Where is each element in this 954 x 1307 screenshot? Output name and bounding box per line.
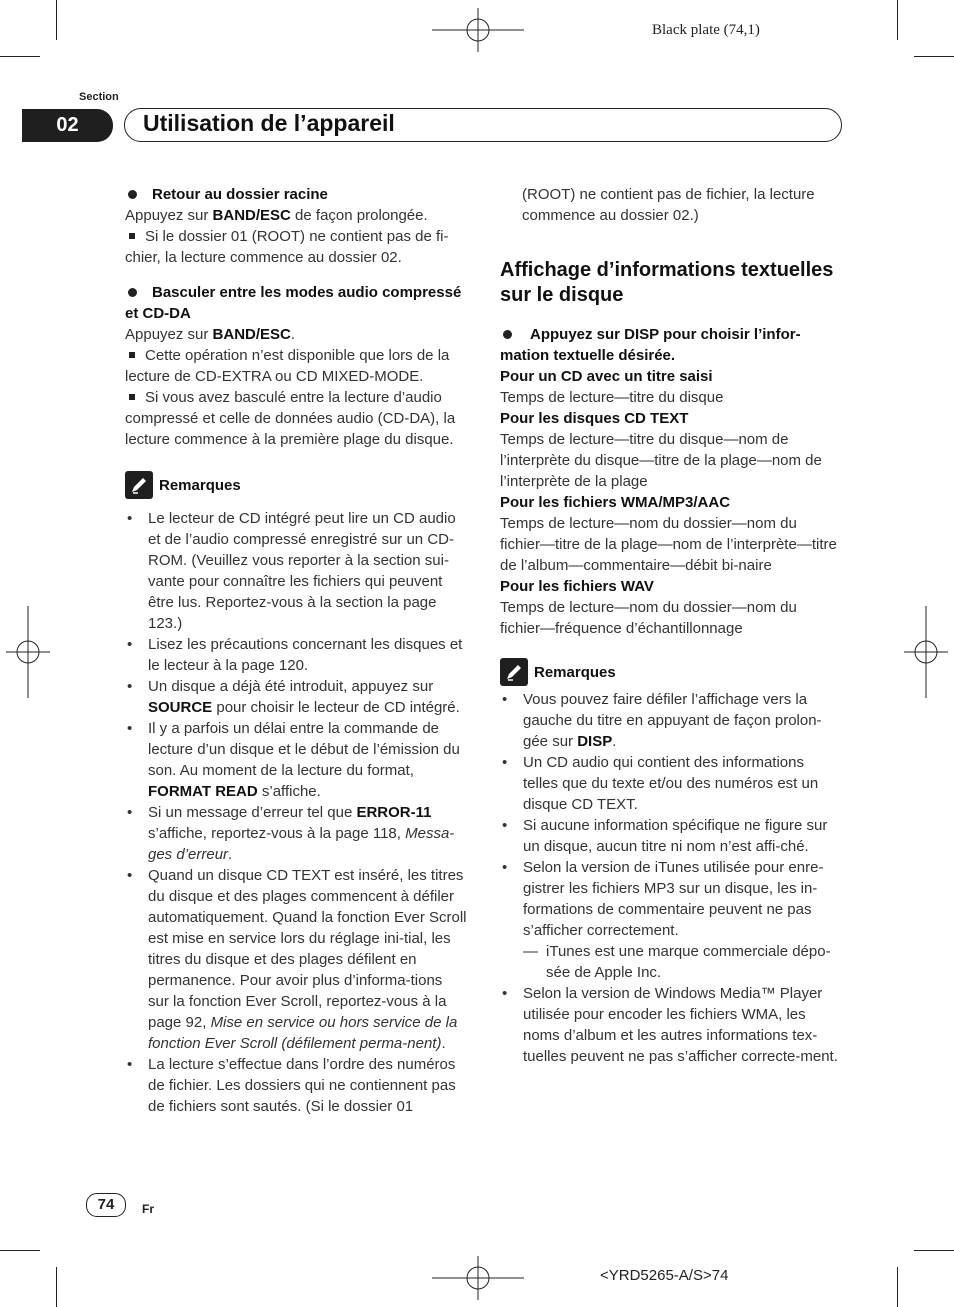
pencil-note-icon <box>500 658 528 686</box>
registration-mark-icon <box>432 8 524 52</box>
list-item: • Vous pouvez faire défiler l’affichage vers la gauche du titre en appuyant de façon prolon-gée sur DISP. <box>500 689 840 752</box>
continuation-text: (ROOT) ne contient pas de fichier, la lecture commence au dossier 02.) <box>522 186 815 224</box>
registration-mark-icon <box>6 606 50 698</box>
display-mode-label: Pour les disques CD TEXT <box>500 410 689 427</box>
registration-mark-icon <box>432 1256 524 1300</box>
list-item: • Quand un disque CD TEXT est inséré, les titres du disque et des plages commencent à défiler automatiquement. Quand la fonction Ever Scroll est mise en service lors du réglage ini-tial, les titres du disque et des plages défilent en permanence. Pour avoir plus d’informa-tions sur la fonction Ever Scroll, reportez-vous à la page 92, Mise en service ou hors service de la fonction Ever Scroll (défilement perma-nent). <box>125 865 467 1054</box>
item-heading: Basculer entre les modes audio compressé et CD-DA <box>125 284 462 322</box>
instruction: Appuyez sur BAND/ESC de façon prolongée. <box>125 207 428 224</box>
crop-mark <box>56 0 57 40</box>
square-bullet-icon <box>129 352 135 358</box>
list-item: • Lisez les précautions concernant les disques et le lecteur à la page 120. <box>125 634 467 676</box>
section-number: 02 <box>22 109 113 142</box>
list-item: • Si un message d’erreur tel que ERROR-11 s’affiche, reportez-vous à la page 118, Messa-ges d’erreur. <box>125 802 467 865</box>
remarks-list <box>125 508 467 1117</box>
display-mode-text: Temps de lecture—titre du disque <box>500 389 724 406</box>
section-title: Utilisation de l’appareil <box>143 110 395 136</box>
note: Si le dossier 01 (ROOT) ne contient pas de fi-chier, la lecture commence au dossier 02. <box>125 228 449 266</box>
bullet-dot-icon <box>503 330 512 339</box>
display-mode-text: Temps de lecture—nom du dossier—nom du fichier—fréquence d’échantillonnage <box>500 599 797 637</box>
item-heading: Retour au dossier racine <box>125 184 467 205</box>
list-item: • Selon la version de Windows Media™ Player utilisée pour encoder les fichiers WMA, les noms d’album et les autres informations tex-tuelles peuvent ne pas s’afficher correcte-ment. <box>500 983 840 1067</box>
right-column <box>500 184 840 1067</box>
list-item: • Un disque a déjà été introduit, appuyez sur SOURCE pour choisir le lecteur de CD intégré. <box>125 676 467 718</box>
subsection-heading: Affichage d’informations textuelles sur le disque <box>500 259 834 306</box>
display-mode-label: Pour un CD avec un titre saisi <box>500 368 713 385</box>
list-item: • Si aucune information spécifique ne figure sur un disque, aucun titre ni nom n’est affi-ché. <box>500 815 840 857</box>
language-code: Fr <box>142 1202 154 1216</box>
list-item: • La lecture s’effectue dans l’ordre des numéros de fichier. Les dossiers qui ne contiennent pas de fichiers sont sautés. (Si le dossier 01 <box>125 1054 467 1117</box>
list-item: • Selon la version de iTunes utilisée pour enre-gistrer les fichiers MP3 sur un disque, les in-formations de commentaire peuvent ne pas s’afficher correctement. — iTunes est une marque commerciale dépo-sée de Apple Inc. <box>500 857 840 983</box>
note: Cette opération n’est disponible que lors de la lecture de CD-EXTRA ou CD MIXED-MODE. <box>125 347 450 385</box>
crop-mark <box>56 1267 57 1307</box>
sub-note: — iTunes est une marque commerciale dépo-sée de Apple Inc. <box>523 943 831 981</box>
crop-mark <box>897 0 898 40</box>
document-code: <YRD5265-A/S>74 <box>600 1267 729 1284</box>
left-column <box>125 184 467 1117</box>
page-number: 74 <box>86 1193 126 1217</box>
pencil-note-icon <box>125 471 153 499</box>
crop-mark <box>914 1250 954 1251</box>
instruction: Appuyez sur BAND/ESC. <box>125 326 296 343</box>
remarks-list <box>500 689 840 1067</box>
display-mode-label: Pour les fichiers WMA/MP3/AAC <box>500 494 731 511</box>
crop-mark <box>897 1267 898 1307</box>
bullet-dot-icon <box>128 288 137 297</box>
square-bullet-icon <box>129 394 135 400</box>
crop-mark <box>0 56 40 57</box>
remarks-heading: Remarques <box>500 657 840 687</box>
crop-mark <box>0 1250 40 1251</box>
plate-info: Black plate (74,1) <box>652 22 760 38</box>
bullet-dot-icon <box>128 190 137 199</box>
display-mode-text: Temps de lecture—titre du disque—nom de l’interprète du disque—titre de la plage—nom de l’interprète de la plage <box>500 431 822 490</box>
list-item: • Il y a parfois un délai entre la commande de lecture d’un disque et le début de l’émission du son. Au moment de la lecture du format, FORMAT READ s’affiche. <box>125 718 467 802</box>
note: Si vous avez basculé entre la lecture d’audio compressé et celle de données audio (CD-DA), la lecture commence à la première plage du disque. <box>125 389 456 448</box>
registration-mark-icon <box>904 606 948 698</box>
section-label: Section <box>79 91 119 103</box>
square-bullet-icon <box>129 233 135 239</box>
list-item: • Un CD audio qui contient des informations telles que du texte et/ou des numéros est un disque CD TEXT. <box>500 752 840 815</box>
display-mode-text: Temps de lecture—nom du dossier—nom du fichier—titre de la plage—nom de l’interprète—titre de l’album—commentaire—débit bi-naire <box>500 515 837 574</box>
display-mode-label: Pour les fichiers WAV <box>500 578 654 595</box>
remarks-heading: Remarques <box>125 470 467 500</box>
item-heading: Appuyez sur DISP pour choisir l’infor-mation textuelle désirée. <box>500 326 801 364</box>
crop-mark <box>914 56 954 57</box>
list-item: • Le lecteur de CD intégré peut lire un CD audio et de l’audio compressé enregistré sur un CD-ROM. (Veuillez vous reporter à la section sui-vante pour connaître les fichiers qui peuvent être lus. Reportez-vous à la section la page 123.) <box>125 508 467 634</box>
